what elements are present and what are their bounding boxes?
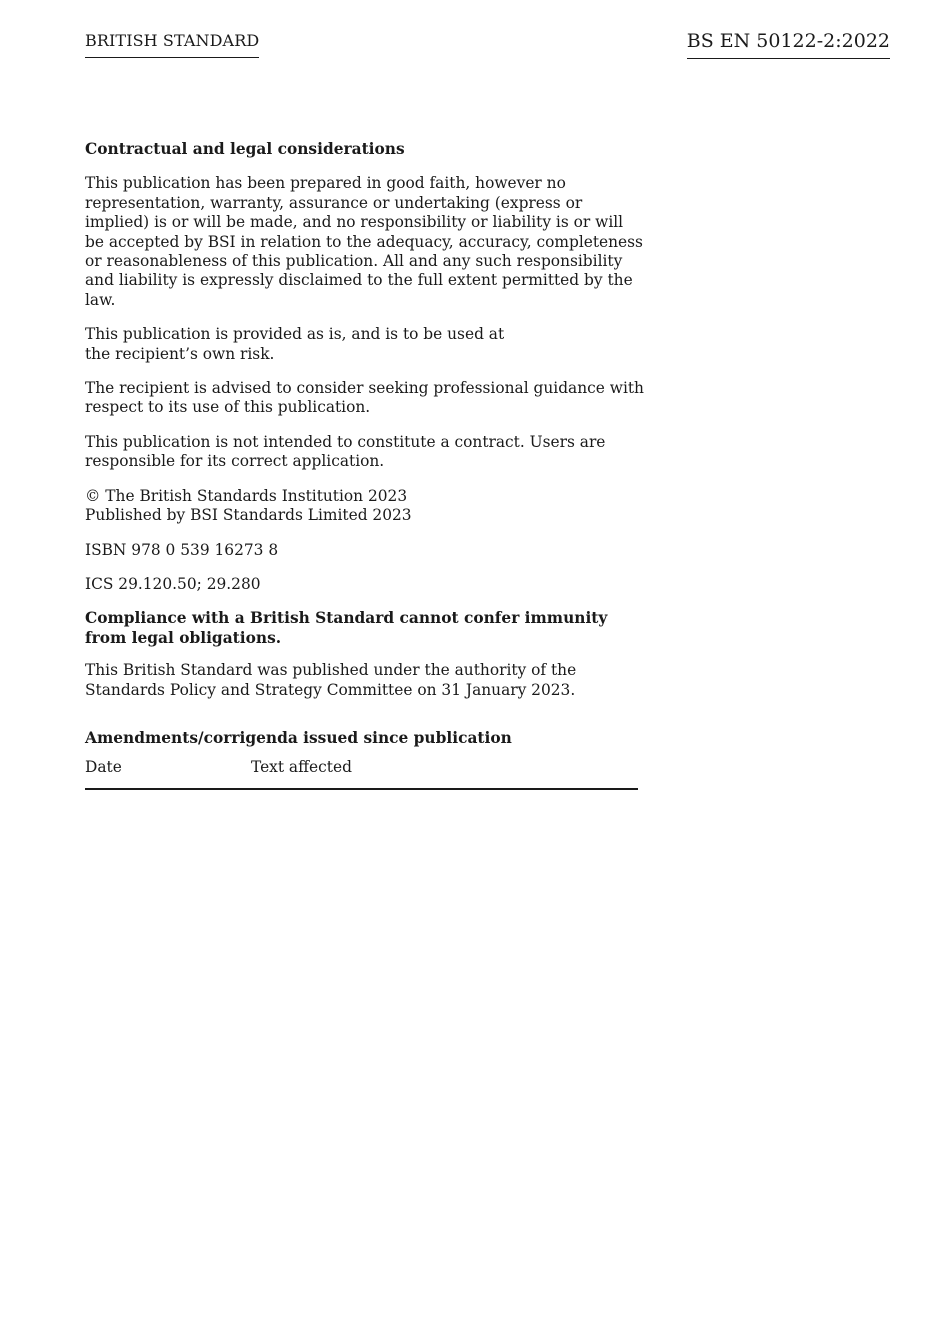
legal-paragraph-good-faith: This publication has been prepared in good faith, however no representation, warranty, assurance or undertaking (express or implied) is or will be made, and no responsibility or liability is or will be accepted by BSI in relation to the adequacy, accuracy, completeness or reasonableness of this publication. All and any such responsibility and liability is expressly disclaimed to the full extent permitted by the law. xyxy=(85,174,643,309)
isbn-line: ISBN 978 0 539 16273 8 xyxy=(85,540,279,559)
legal-heading: Contractual and legal considerations xyxy=(85,140,405,158)
header-standard-type: BRITISH STANDARD xyxy=(85,31,259,58)
column-header-date: Date xyxy=(85,758,251,788)
legal-paragraph-contract: This publication is not intended to constitute a contract. Users are responsible for its correct application. xyxy=(85,432,606,471)
copyright-line: © The British Standards Institution 2023 xyxy=(85,486,408,505)
column-header-text-affected: Text affected xyxy=(251,758,638,788)
publisher-line: Published by BSI Standards Limited 2023 xyxy=(85,506,412,525)
document-body xyxy=(85,140,645,790)
amendments-heading: Amendments/corrigenda issued since publication xyxy=(85,728,512,747)
ics-line: ICS 29.120.50; 29.280 xyxy=(85,574,261,593)
amendments-header-row xyxy=(85,758,638,788)
amendments-table xyxy=(85,758,638,789)
header-standard-number: BS EN 50122-2:2022 xyxy=(687,30,890,59)
compliance-statement: Compliance with a British Standard cannot confer immunity from legal obligations. xyxy=(85,609,608,647)
legal-paragraph-own-risk: This publication is provided as is, and is to be used at the recipient’s own risk. xyxy=(85,325,505,363)
authority-statement: This British Standard was published under the authority of the Standards Policy and Strategy Committee on 31 January 2023. xyxy=(85,661,577,699)
copyright-block xyxy=(85,487,645,526)
legal-paragraph-guidance: The recipient is advised to consider seeking professional guidance with respect to its use of this publication. xyxy=(85,379,644,417)
